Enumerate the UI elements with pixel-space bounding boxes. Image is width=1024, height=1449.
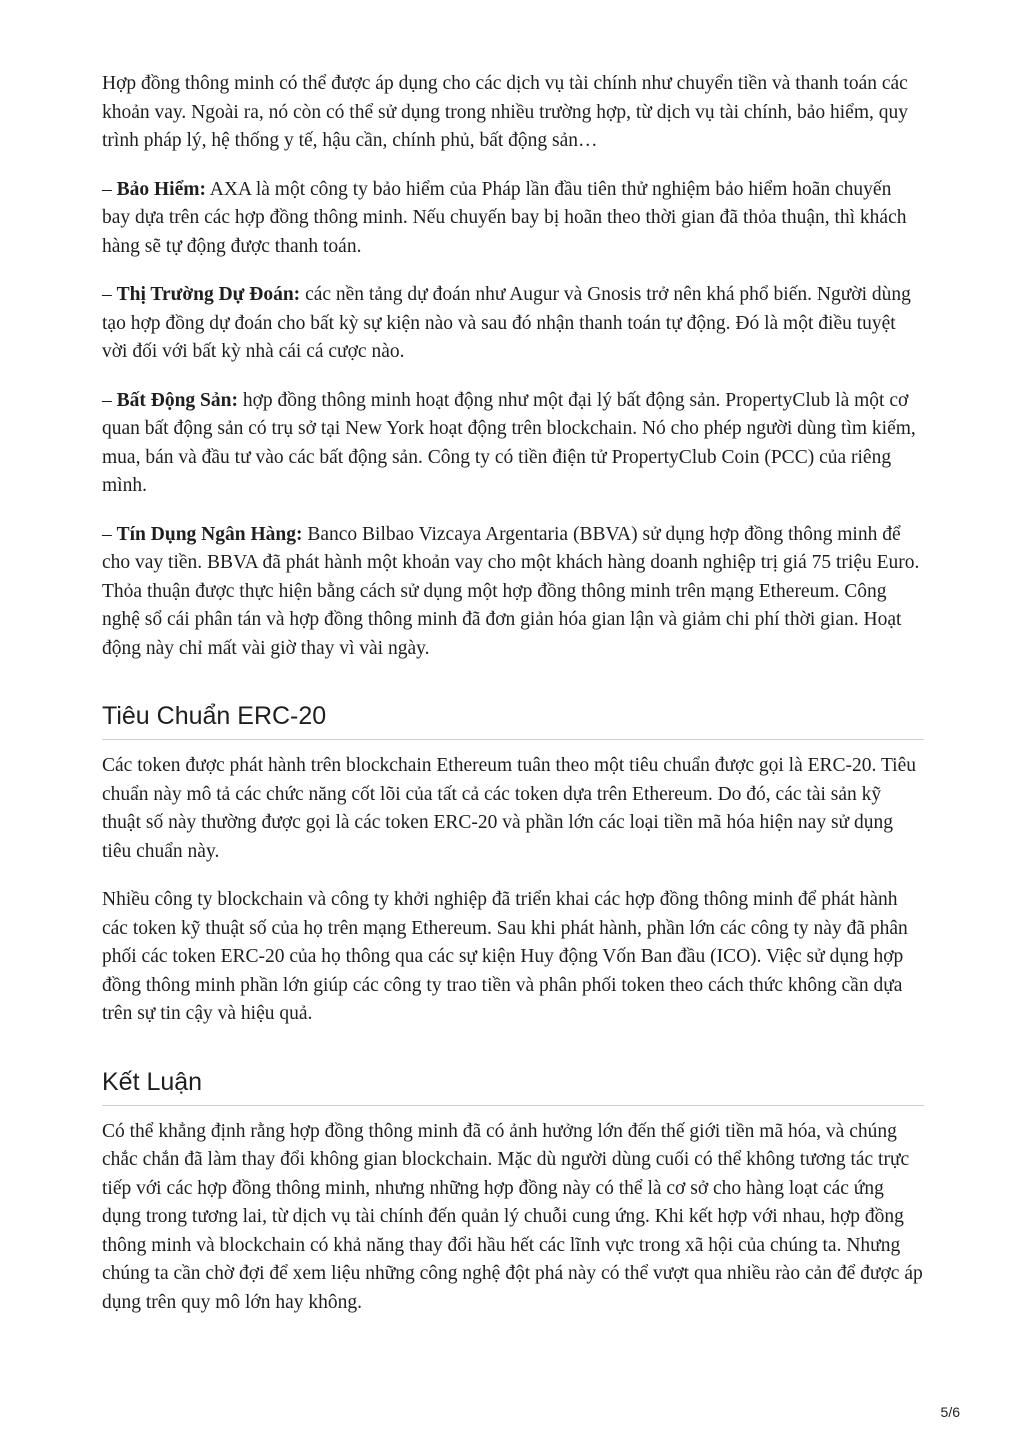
use-case-dash: – xyxy=(102,284,117,305)
use-case-real-estate xyxy=(102,387,924,501)
use-case-label: Thị Trường Dự Đoán: xyxy=(116,284,301,305)
use-case-label: Bảo Hiểm: xyxy=(116,178,206,200)
conclusion-heading: Kết Luận xyxy=(102,1067,924,1106)
use-case-label: Bất Động Sản: xyxy=(116,389,238,411)
use-case-text: Banco Bilbao Vizcaya Argentaria (BBVA) sử dụng hợp đồng thông minh để cho vay tiền. BBVA đã phát hành một khoản vay cho một khách hàng doanh nghiệp trị giá 75 triệu Euro. Thỏa thuận được thực hiện bằng cách sử dụng một hợp đồng thông minh trên mạng Ethereum. Công nghệ sổ cái phân tán và hợp đồng thông minh đã đơn giản hóa gian lận và giảm chi phí thời gian. Hoạt động này chỉ mất vài giờ thay vì vài ngày. xyxy=(102,523,920,659)
conclusion-paragraph: Có thể khẳng định rằng hợp đồng thông minh đã có ảnh hưởng lớn đến thế giới tiền mã hóa, và chúng chắc chắn đã làm thay đổi không gian blockchain. Mặc dù người dùng cuối có thể không tương tác trực tiếp với các hợp đồng thông minh, nhưng những hợp đồng này có thể là cơ sở cho hàng loạt các ứng dụng trong tương lai, từ dịch vụ tài chính đến quản lý chuỗi cung ứng. Khi kết hợp với nhau, hợp đồng thông minh và blockchain có khả năng thay đổi hầu hết các lĩnh vực trong xã hội của chúng ta. Nhưng chúng ta cần chờ đợi để xem liệu những công nghệ đột phá này có thể vượt qua nhiều rào cản để được áp dụng trên quy mô lớn hay không. xyxy=(102,1120,923,1313)
page-number: 5/6 xyxy=(940,1404,960,1420)
use-case-text: hợp đồng thông minh hoạt động như một đại lý bất động sản. PropertyClub là một cơ quan bất động sản có trụ sở tại New York hoạt động trên blockchain. Nó cho phép người dùng tìm kiếm, mua, bán và đầu tư vào các bất động sản. Công ty có tiền điện tử PropertyClub Coin (PCC) của riêng mình. xyxy=(102,389,916,496)
use-case-dash: – xyxy=(102,389,117,411)
erc20-heading: Tiêu Chuẩn ERC-20 xyxy=(102,701,924,740)
erc20-paragraph-1: Các token được phát hành trên blockchain Ethereum tuân theo một tiêu chuẩn được gọi là ERC-20. Tiêu chuẩn này mô tả các chức năng cốt lõi của tất cả các token dựa trên Ethereum. Do đó, các tài sản kỹ thuật số này thường được gọi là các token ERC-20 và phần lớn các loại tiền mã hóa hiện nay sử dụng tiêu chuẩn này. xyxy=(102,755,916,862)
use-case-bank-credit xyxy=(102,521,924,664)
use-case-insurance xyxy=(102,176,924,262)
use-case-dash: – xyxy=(102,523,117,545)
document-body xyxy=(102,70,924,1337)
use-case-label: Tín Dụng Ngân Hàng: xyxy=(116,523,303,545)
use-case-prediction-market xyxy=(102,281,924,367)
erc20-paragraph-2: Nhiều công ty blockchain và công ty khởi nghiệp đã triển khai các hợp đồng thông minh để phát hành các token kỹ thuật số của họ trên mạng Ethereum. Sau khi phát hành, phần lớn các công ty này đã phân phối các token ERC-20 của họ thông qua các sự kiện Huy động Vốn Ban đầu (ICO). Việc sử dụng hợp đồng thông minh phần lớn giúp các công ty trao tiền và phân phối token theo cách thức không cần dựa trên sự tin cậy và hiệu quả. xyxy=(102,889,908,1024)
intro-paragraph: Hợp đồng thông minh có thể được áp dụng cho các dịch vụ tài chính như chuyển tiền và thanh toán các khoản vay. Ngoài ra, nó còn có thể sử dụng trong nhiều trường hợp, từ dịch vụ tài chính, bảo hiểm, quy trình pháp lý, hệ thống y tế, hậu cần, chính phủ, bất động sản… xyxy=(102,73,908,151)
use-case-dash: – xyxy=(102,178,117,200)
use-case-text: AXA là một công ty bảo hiểm của Pháp lần đầu tiên thử nghiệm bảo hiểm hoãn chuyến bay dựa trên các hợp đồng thông minh. Nếu chuyến bay bị hoãn theo thời gian đã thỏa thuận, thì khách hàng sẽ tự động được thanh toán. xyxy=(102,178,907,257)
use-case-text: các nền tảng dự đoán như Augur và Gnosis trở nên khá phổ biến. Người dùng tạo hợp đồng dự đoán cho bất kỳ sự kiện nào và sau đó nhận thanh toán tự động. Đó là một điều tuyệt vời đối với bất kỳ nhà cái cá cược nào. xyxy=(102,284,911,362)
